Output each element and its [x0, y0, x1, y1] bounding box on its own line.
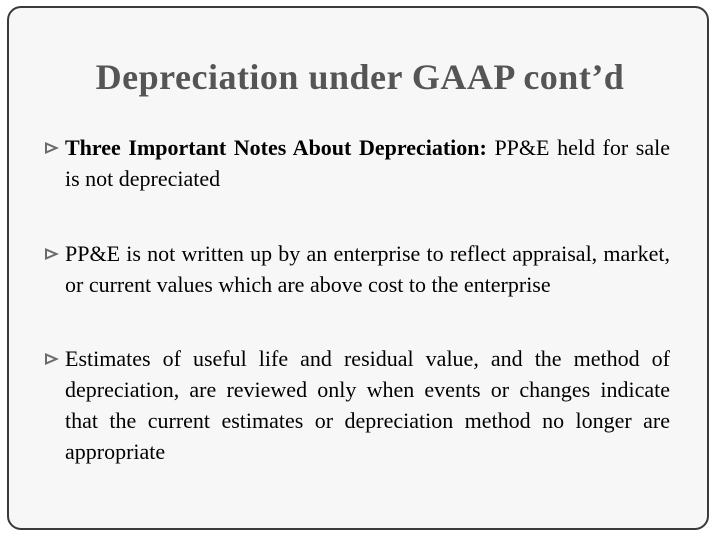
bullet-item-written-up: [44, 238, 670, 300]
slide-title: Depreciation under GAAP cont’d: [95, 57, 625, 97]
bullet-text: Estimates of useful life and residual value, and the method of depreciation, are reviewed only when events or changes indicate that the current estimates or depreciation method no longer are appropriate: [65, 346, 670, 464]
triangle-bullet-icon: [45, 142, 59, 154]
bullet-lead-text: Three Important Notes About Depreciation:: [65, 135, 487, 160]
bullet-list: [44, 132, 670, 467]
bullet-item-estimates: [44, 343, 670, 467]
triangle-bullet-icon: [45, 248, 59, 260]
bullet-item-notes: [44, 132, 670, 194]
bullet-text: PP&E held for sale is not depreciated: [65, 135, 670, 191]
bullet-text: PP&E is not written up by an enterprise to reflect appraisal, market, or current values which are above cost to the enterprise: [65, 241, 670, 297]
triangle-bullet-icon: [45, 353, 59, 365]
